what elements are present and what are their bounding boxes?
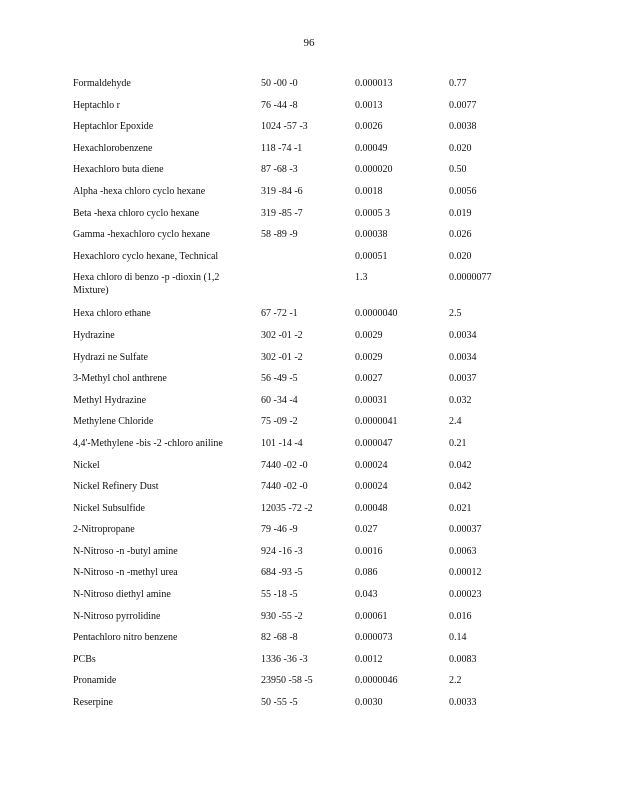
value-1-cell: 0.086 [355,567,378,579]
value-2-cell: 2.5 [449,308,462,320]
value-1-cell: 0.000020 [355,164,393,176]
chemical-name-cell: Alpha -hexa chloro cyclo hexane [73,185,206,197]
chemical-table [73,77,573,718]
table-row [73,415,573,437]
table-row [73,696,573,718]
chemical-name-cell: Nickel Refinery Dust [73,481,159,493]
chemical-name-cell: N-Nitroso diethyl amine [73,589,171,601]
chemical-name-cell: 4,4'-Methylene -bis -2 -chloro aniline [73,437,223,449]
value-1-cell: 0.0030 [355,697,383,709]
table-row [73,502,573,524]
cas-number-cell: 1336 -36 -3 [261,653,308,665]
chemical-name-cell: Methylene Chloride [73,416,154,428]
value-1-cell: 0.0018 [355,185,383,197]
chemical-name-cell: Pronamide [73,675,117,687]
cas-number-cell: 50 -55 -5 [261,697,298,709]
page-number: 96 [303,37,315,49]
value-2-cell: 0.019 [449,207,472,219]
chemical-name-cell: Nickel Subsulfide [73,502,145,514]
chemical-name-cell: Methyl Hydrazine [73,394,147,406]
chemical-name-cell: Hexa chloro ethane [73,308,151,320]
cas-number-cell: 82 -68 -8 [261,632,298,644]
value-2-cell: 0.0033 [449,697,477,709]
cas-number-cell: 302 -01 -2 [261,329,303,341]
value-2-cell: 0.0077 [449,99,477,111]
table-row [73,77,573,99]
value-2-cell: 0.0056 [449,185,477,197]
value-2-cell: 0.0034 [449,351,477,363]
table-row [73,250,573,272]
table-row [73,351,573,373]
value-2-cell: 0.026 [449,229,472,241]
value-2-cell: 0.0037 [449,373,477,385]
chemical-name-cell: Heptachlor Epoxide [73,121,154,133]
chemical-name-cell: N-Nitroso pyrrolidine [73,610,161,622]
value-1-cell: 0.000073 [355,632,393,644]
value-2-cell: 0.0083 [449,653,477,665]
value-2-cell: 2.4 [449,416,462,428]
chemical-name-cell: Beta -hexa chloro cyclo hexane [73,207,200,219]
value-2-cell: 2.2 [449,675,462,687]
table-row [73,674,573,696]
chemical-name-cell: Hexachloro buta diene [73,164,164,176]
chemical-name-cell: N-Nitroso -n -butyl amine [73,545,178,557]
chemical-name-cell: Hydrazine [73,329,115,341]
table-row [73,372,573,394]
table-row [73,653,573,675]
value-2-cell: 0.0063 [449,545,477,557]
cas-number-cell: 1024 -57 -3 [261,121,308,133]
table-row [73,566,573,588]
value-1-cell: 0.0012 [355,653,383,665]
table-row [73,545,573,567]
value-1-cell: 0.0005 3 [355,207,390,219]
cas-number-cell: 684 -93 -5 [261,567,303,579]
cas-number-cell: 75 -09 -2 [261,416,298,428]
table-row [73,459,573,481]
table-row [73,588,573,610]
table-row [73,610,573,632]
chemical-name-cell: Reserpine [73,697,113,709]
cas-number-cell: 60 -34 -4 [261,394,298,406]
value-2-cell: 0.042 [449,481,472,493]
cas-number-cell: 101 -14 -4 [261,437,303,449]
value-2-cell: 0.00012 [449,567,482,579]
chemical-name-cell: 3-Methyl chol anthrene [73,373,167,385]
table-row [73,185,573,207]
value-2-cell: 0.50 [449,164,467,176]
value-2-cell: 0.0034 [449,329,477,341]
chemical-name-cell: PCBs [73,653,96,665]
cas-number-cell: 58 -89 -9 [261,229,298,241]
table-row [73,228,573,250]
value-2-cell: 0.020 [449,142,472,154]
cas-number-cell: 55 -18 -5 [261,589,298,601]
cas-number-cell: 56 -49 -5 [261,373,298,385]
value-2-cell: 0.020 [449,250,472,262]
chemical-name-cell: Hexachlorobenzene [73,142,153,154]
value-2-cell: 0.0038 [449,121,477,133]
chemical-name-cell: Hexa chloro di benzo -p -dioxin (1,2 Mixture) [73,272,220,297]
value-2-cell: 0.021 [449,502,472,514]
value-1-cell: 0.0016 [355,545,383,557]
value-1-cell: 0.0026 [355,121,383,133]
value-1-cell: 0.00049 [355,142,388,154]
cas-number-cell: 7440 -02 -0 [261,459,308,471]
table-row [73,307,573,329]
chemical-name-cell: Hydrazi ne Sulfate [73,351,148,363]
chemical-name-cell: Pentachloro nitro benzene [73,632,178,644]
table-row [73,631,573,653]
value-2-cell: 0.00023 [449,589,482,601]
value-1-cell: 0.00048 [355,502,388,514]
cas-number-cell: 924 -16 -3 [261,545,303,557]
cas-number-cell: 23950 -58 -5 [261,675,313,687]
value-1-cell: 0.027 [355,524,378,536]
value-2-cell: 0.14 [449,632,467,644]
chemical-name-cell: Nickel [73,459,100,471]
value-1-cell: 0.0029 [355,329,383,341]
cas-number-cell: 87 -68 -3 [261,164,298,176]
table-row [73,142,573,164]
table-row [73,163,573,185]
cas-number-cell: 118 -74 -1 [261,142,303,154]
cas-number-cell: 50 -00 -0 [261,78,298,89]
value-1-cell: 0.00051 [355,250,388,262]
value-1-cell: 0.0029 [355,351,383,363]
table-row [73,271,573,307]
chemical-name-cell: Hexachloro cyclo hexane, Technical [73,250,219,262]
value-2-cell: 0.016 [449,610,472,622]
cas-number-cell: 7440 -02 -0 [261,481,308,493]
chemical-name-cell: Heptachlo r [73,99,120,111]
chemical-name-cell: Formaldehyde [73,78,131,89]
cas-number-cell: 319 -84 -6 [261,185,303,197]
value-2-cell: 0.77 [449,78,467,89]
value-1-cell: 0.00031 [355,394,388,406]
cas-number-cell: 76 -44 -8 [261,99,298,111]
value-1-cell: 0.0013 [355,99,383,111]
table-row [73,99,573,121]
value-1-cell: 0.00024 [355,459,388,471]
value-1-cell: 0.00024 [355,481,388,493]
value-1-cell: 0.000013 [355,78,393,89]
cas-number-cell: 67 -72 -1 [261,308,298,320]
table-row [73,480,573,502]
value-1-cell: 0.0027 [355,373,383,385]
value-1-cell: 0.0000041 [355,416,398,428]
chemical-name-cell: 2-Nitropropane [73,524,135,536]
value-1-cell: 1.3 [355,272,368,284]
table-row [73,437,573,459]
table-row [73,329,573,351]
cas-number-cell: 930 -55 -2 [261,610,303,622]
value-1-cell: 0.00061 [355,610,388,622]
chemical-name-cell: N-Nitroso -n -methyl urea [73,567,178,579]
table-row [73,120,573,142]
table-row [73,207,573,229]
value-1-cell: 0.00038 [355,229,388,241]
value-1-cell: 0.0000040 [355,308,398,320]
value-1-cell: 0.0000046 [355,675,398,687]
table-row [73,394,573,416]
chemical-name-cell: Gamma -hexachloro cyclo hexane [73,229,210,241]
value-2-cell: 0.0000077 [449,272,492,284]
cas-number-cell: 302 -01 -2 [261,351,303,363]
value-2-cell: 0.042 [449,459,472,471]
value-1-cell: 0.000047 [355,437,393,449]
value-2-cell: 0.00037 [449,524,482,536]
value-1-cell: 0.043 [355,589,378,601]
cas-number-cell: 79 -46 -9 [261,524,298,536]
table-row [73,523,573,545]
value-2-cell: 0.21 [449,437,467,449]
cas-number-cell: 319 -85 -7 [261,207,303,219]
cas-number-cell: 12035 -72 -2 [261,502,313,514]
value-2-cell: 0.032 [449,394,472,406]
